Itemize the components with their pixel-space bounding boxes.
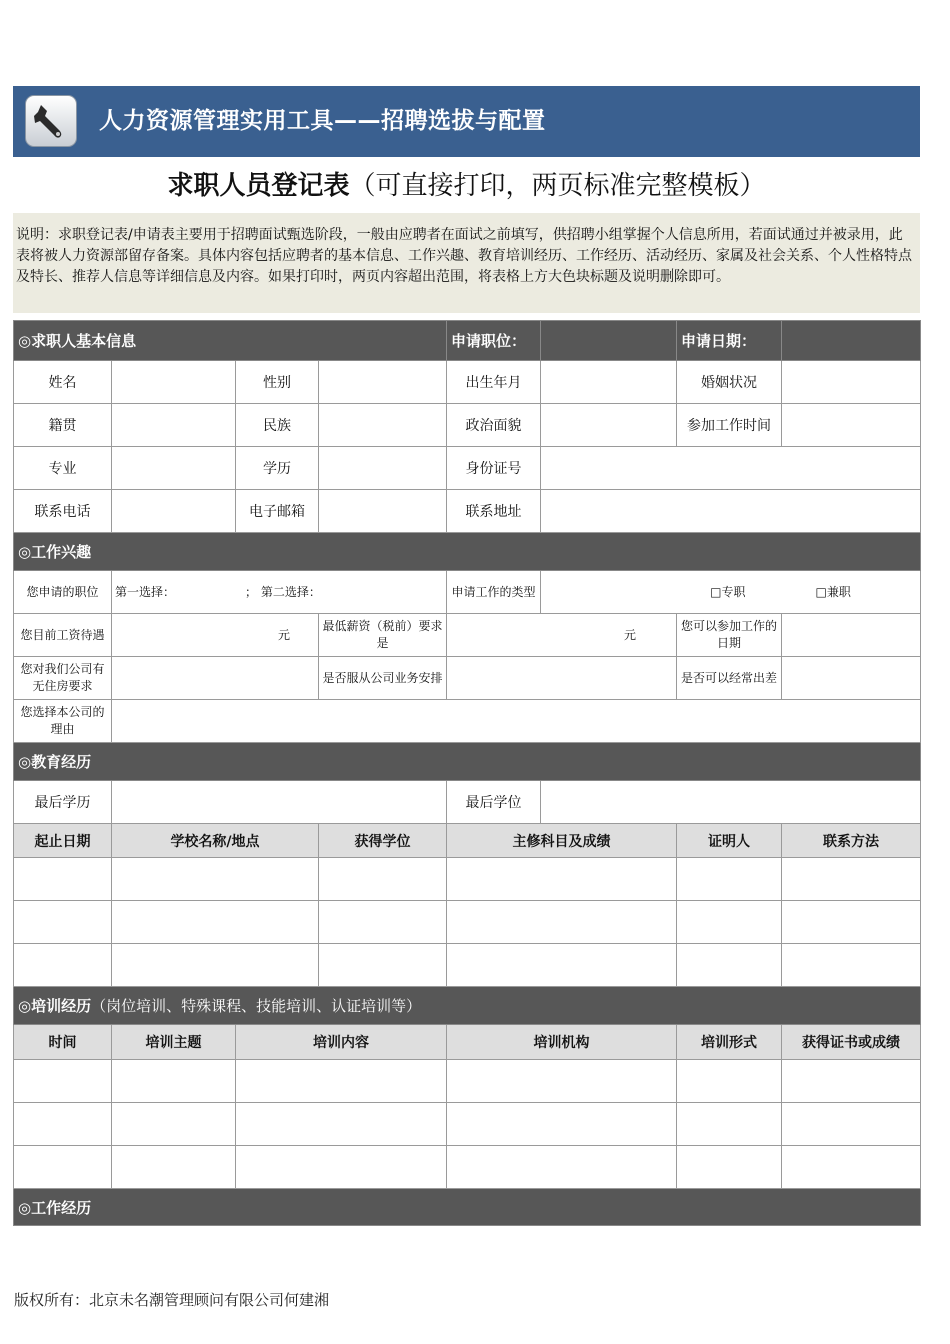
political-field[interactable]	[541, 404, 677, 447]
train-cell[interactable]	[782, 1060, 921, 1103]
train-col-header: 培训形式	[677, 1025, 782, 1060]
edu-cell[interactable]	[14, 944, 112, 987]
edu-cell[interactable]	[112, 901, 319, 944]
id-number-field[interactable]	[541, 447, 921, 490]
job-type-label: 申请工作的类型	[447, 571, 541, 614]
native-place-label: 籍贯	[14, 404, 112, 447]
gender-label: 性别	[236, 361, 319, 404]
title-note: （可直接打印，两页标准完整模板）	[349, 171, 766, 201]
ethnicity-field[interactable]	[319, 404, 447, 447]
assignment-label: 是否服从公司业务安排	[319, 657, 447, 700]
apply-date-field[interactable]	[782, 321, 921, 361]
min-salary-field[interactable]	[447, 614, 677, 657]
train-cell[interactable]	[447, 1060, 677, 1103]
highest-degree-label: 最后学位	[447, 781, 541, 824]
gender-field[interactable]	[319, 361, 447, 404]
position-choice-field[interactable]	[112, 571, 447, 614]
travel-label: 是否可以经常出差	[677, 657, 782, 700]
train-col-header: 培训内容	[236, 1025, 447, 1060]
tool-icon-box	[25, 95, 77, 147]
train-cell[interactable]	[447, 1146, 677, 1189]
edu-cell[interactable]	[112, 944, 319, 987]
birth-field[interactable]	[541, 361, 677, 404]
housing-label: 您对我们公司有无住房要求	[14, 657, 112, 700]
edu-row	[14, 901, 921, 944]
train-col-header: 培训主题	[112, 1025, 236, 1060]
edu-col-header: 主修科目及成绩	[447, 824, 677, 858]
edu-row	[14, 858, 921, 901]
train-col-header: 培训机构	[447, 1025, 677, 1060]
edu-cell[interactable]	[447, 858, 677, 901]
major-label: 专业	[14, 447, 112, 490]
start-date-field[interactable]	[782, 614, 921, 657]
apply-date-label: 申请日期：	[677, 321, 782, 361]
edu-col-header: 证明人	[677, 824, 782, 858]
native-place-field[interactable]	[112, 404, 236, 447]
work-start-field[interactable]	[782, 404, 921, 447]
section-education: ◎教育经历	[14, 743, 921, 781]
edu-cell[interactable]	[782, 901, 921, 944]
fulltime-checkbox[interactable]: □专职	[710, 584, 746, 599]
marital-field[interactable]	[782, 361, 921, 404]
training-note: （岗位培训、特殊课程、技能培训、认证培训等）	[91, 997, 422, 1015]
train-col-header: 获得证书或成绩	[782, 1025, 921, 1060]
train-cell[interactable]	[677, 1103, 782, 1146]
train-cell[interactable]	[14, 1146, 112, 1189]
edu-cell[interactable]	[782, 944, 921, 987]
highest-edu-label: 最后学历	[14, 781, 112, 824]
edu-row	[14, 944, 921, 987]
reason-field[interactable]	[112, 700, 921, 743]
train-col-header: 时间	[14, 1025, 112, 1060]
edu-col-header: 获得学位	[319, 824, 447, 858]
edu-cell[interactable]	[677, 901, 782, 944]
train-cell[interactable]	[14, 1103, 112, 1146]
major-field[interactable]	[112, 447, 236, 490]
edu-cell[interactable]	[677, 944, 782, 987]
second-choice-label: ； 第二选择：	[245, 584, 321, 599]
address-label: 联系地址	[447, 490, 541, 533]
ethnicity-label: 民族	[236, 404, 319, 447]
edu-col-header: 联系方法	[782, 824, 921, 858]
edu-cell[interactable]	[14, 858, 112, 901]
highest-edu-field[interactable]	[112, 781, 447, 824]
edu-cell[interactable]	[319, 944, 447, 987]
current-salary-field[interactable]	[112, 614, 319, 657]
train-cell[interactable]	[236, 1103, 447, 1146]
email-field[interactable]	[319, 490, 447, 533]
train-cell[interactable]	[782, 1103, 921, 1146]
yuan-unit: 元	[277, 627, 290, 642]
work-start-label: 参加工作时间	[677, 404, 782, 447]
edu-cell[interactable]	[319, 901, 447, 944]
train-cell[interactable]	[677, 1060, 782, 1103]
section-work-experience: ◎工作经历	[14, 1189, 921, 1226]
edu-cell[interactable]	[112, 858, 319, 901]
position-applied-label: 您申请的职位	[14, 571, 112, 614]
train-row	[14, 1103, 921, 1146]
name-label: 姓名	[14, 361, 112, 404]
description: 说明：求职登记表/申请表主要用于招聘面试甄选阶段，一般由应聘者在面试之前填写，供招聘小组掌握个人信息所用，若面试通过并被录用，此表将被人力资源部留存备案。具体内容包括应聘者的基本信息、工作兴趣、教育培训经历、工作经历、活动经历、家属及社会关系、个人性格特点及特长、推荐人信息等详细信息及内容。如果打印时，两页内容超出范围，将表格上方大色块标题及说明删除即可。	[13, 213, 920, 313]
phone-field[interactable]	[112, 490, 236, 533]
assignment-field[interactable]	[447, 657, 677, 700]
train-cell[interactable]	[112, 1103, 236, 1146]
train-cell[interactable]	[112, 1060, 236, 1103]
edu-cell[interactable]	[782, 858, 921, 901]
train-cell[interactable]	[14, 1060, 112, 1103]
page-title	[13, 166, 920, 206]
current-salary-label: 您目前工资待遇	[14, 614, 112, 657]
banner-title: 人力资源管理实用工具——招聘选拔与配置	[99, 108, 546, 134]
train-cell[interactable]	[236, 1146, 447, 1189]
highest-degree-field[interactable]	[541, 781, 921, 824]
train-row	[14, 1146, 921, 1189]
train-row	[14, 1060, 921, 1103]
copyright-footer: 版权所有：北京未名潮管理顾问有限公司何建湘	[14, 1291, 330, 1309]
edu-cell[interactable]	[447, 901, 677, 944]
edu-cell[interactable]	[14, 901, 112, 944]
train-cell[interactable]	[112, 1146, 236, 1189]
train-cell[interactable]	[236, 1060, 447, 1103]
address-field[interactable]	[541, 490, 921, 533]
first-choice-label: 第一选择：	[115, 584, 176, 599]
section-basic-info: ◎求职人基本信息	[14, 321, 447, 361]
min-salary-label: 最低薪资（税前）要求是	[319, 614, 447, 657]
edu-cell[interactable]	[319, 858, 447, 901]
registration-form	[13, 320, 921, 1226]
email-label: 电子邮箱	[236, 490, 319, 533]
apply-position-field[interactable]	[541, 321, 677, 361]
travel-field[interactable]	[782, 657, 921, 700]
train-cell[interactable]	[677, 1146, 782, 1189]
edu-col-header: 学校名称/地点	[112, 824, 319, 858]
section-work-interest: ◎工作兴趣	[14, 533, 921, 571]
job-type-options	[541, 571, 921, 614]
reason-label: 您选择本公司的理由	[14, 700, 112, 743]
housing-field[interactable]	[112, 657, 319, 700]
title-bold: 求职人员登记表	[167, 171, 350, 201]
id-number-label: 身份证号	[447, 447, 541, 490]
name-field[interactable]	[112, 361, 236, 404]
marital-label: 婚姻状况	[677, 361, 782, 404]
banner	[13, 86, 920, 157]
edu-cell[interactable]	[677, 858, 782, 901]
wrench-icon	[32, 102, 70, 140]
train-cell[interactable]	[782, 1146, 921, 1189]
start-date-label: 您可以参加工作的日期	[677, 614, 782, 657]
training-title: ◎培训经历	[18, 997, 92, 1015]
yuan-unit: 元	[623, 627, 636, 642]
apply-position-label: 申请职位：	[447, 321, 541, 361]
birth-label: 出生年月	[447, 361, 541, 404]
parttime-checkbox[interactable]: □兼职	[815, 584, 851, 599]
education-field[interactable]	[319, 447, 447, 490]
phone-label: 联系电话	[14, 490, 112, 533]
train-cell[interactable]	[447, 1103, 677, 1146]
education-label: 学历	[236, 447, 319, 490]
political-label: 政治面貌	[447, 404, 541, 447]
edu-col-header: 起止日期	[14, 824, 112, 858]
edu-cell[interactable]	[447, 944, 677, 987]
section-training	[14, 987, 921, 1025]
